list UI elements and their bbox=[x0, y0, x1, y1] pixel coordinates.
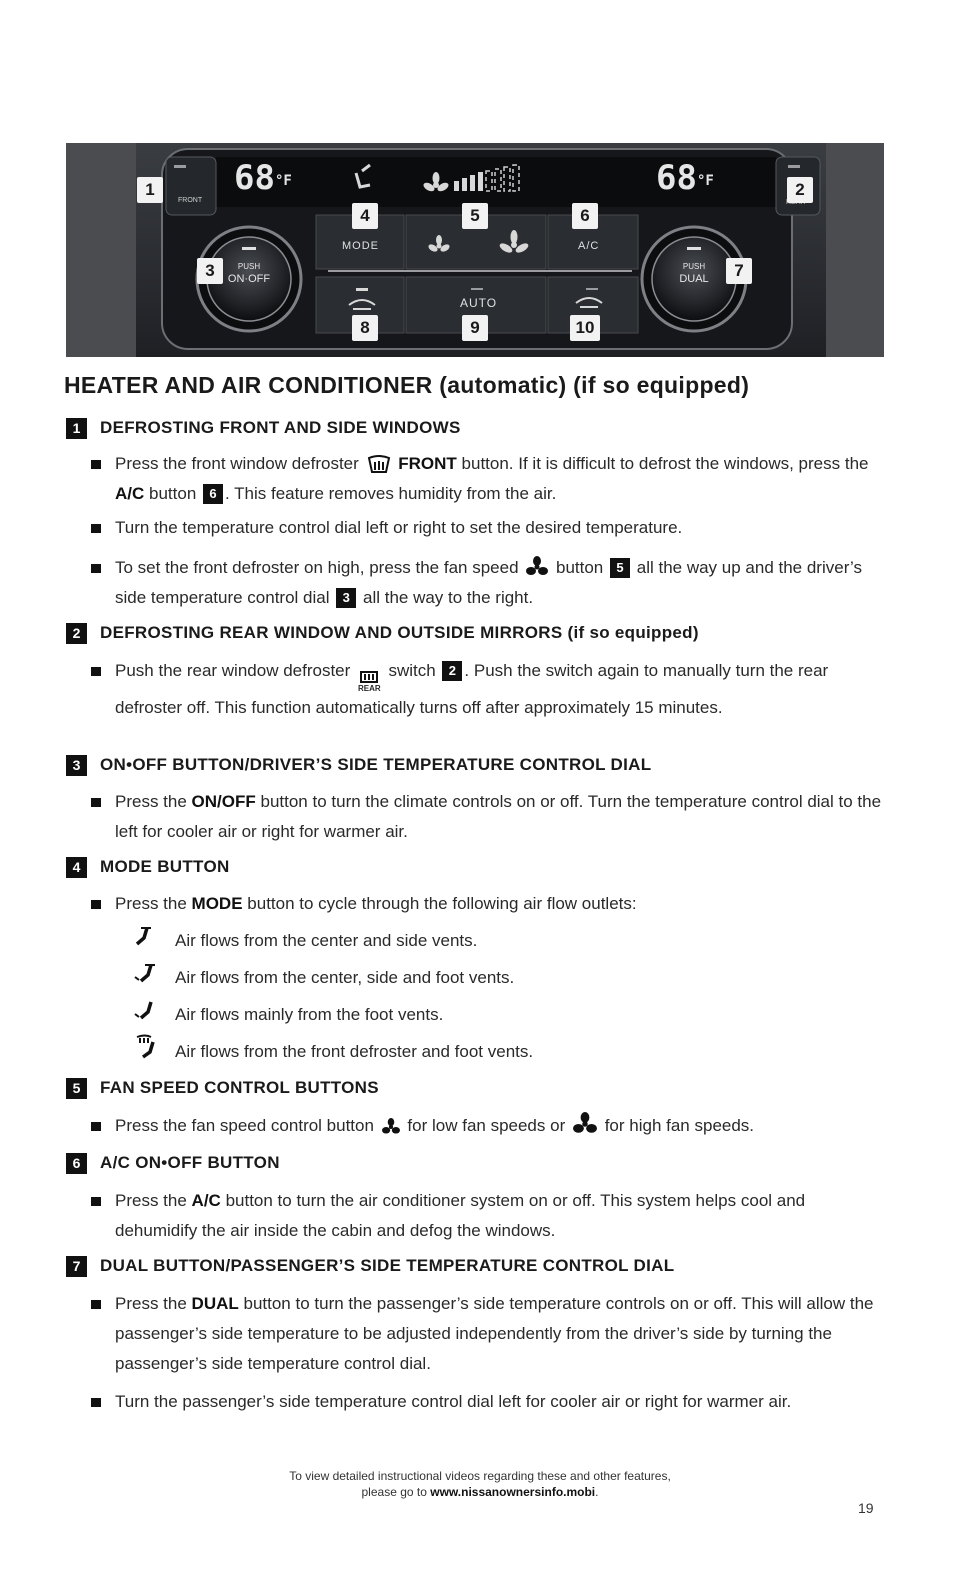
section-number: 7 bbox=[66, 1256, 87, 1277]
section-7-title bbox=[66, 1255, 674, 1277]
section-3-bullet-1: Press the ON/OFF button to turn the climate controls on or off. Turn the temperature control dial to the left for cooler air or right for warmer air. bbox=[115, 787, 885, 847]
mode-foot: Air flows mainly from the foot vents. bbox=[133, 1000, 443, 1030]
page-heading: HEATER AND AIR CONDITIONER (automatic) (if so equipped) bbox=[64, 372, 750, 398]
section-7-bullet-1: Press the DUAL button to turn the passenger’s side temperature controls on or off. This will allow the passenger’s side temperature to be adjusted independently from the driver’s side by turning the passenger’s side temperature control dial. bbox=[115, 1289, 885, 1379]
section-title-text: MODE BUTTON bbox=[100, 857, 230, 876]
foot-mode-icon bbox=[133, 998, 159, 1022]
mode-button[interactable]: MODE bbox=[342, 240, 379, 252]
callout-5: 5 bbox=[462, 203, 488, 229]
rear-defroster-icon: REAR bbox=[358, 670, 381, 693]
callout-7: 7 bbox=[726, 258, 752, 284]
auto-button[interactable]: AUTO bbox=[460, 296, 498, 310]
front-defrost-label: FRONT bbox=[178, 197, 203, 204]
section-2-bullet-1: Push the rear window defroster REAR switch 2 . Push the switch again to manually turn the rear defroster off. This function automatically turns off after approximately 15 minutes. bbox=[115, 656, 885, 723]
section-title-text: ON•OFF BUTTON/DRIVER’S SIDE TEMPERATURE CONTROL DIAL bbox=[100, 755, 652, 774]
page-number: 19 bbox=[858, 1500, 874, 1516]
reference-number: 6 bbox=[203, 484, 223, 504]
front-defrost-button[interactable] bbox=[166, 157, 216, 215]
section-4-bullet-1: Press the MODE button to cycle through the following air flow outlets: bbox=[115, 889, 885, 919]
dual-dial[interactable]: PUSH DUAL bbox=[679, 262, 709, 285]
section-title-text: DUAL BUTTON/PASSENGER’S SIDE TEMPERATURE CONTROL DIAL bbox=[100, 1256, 675, 1275]
section-title-text: DEFROSTING FRONT AND SIDE WINDOWS bbox=[100, 418, 461, 437]
climate-control-panel-photo bbox=[66, 143, 884, 357]
mode-bi-level: Air flows from the center, side and foot vents. bbox=[133, 963, 514, 993]
callout-9: 9 bbox=[462, 315, 488, 341]
section-2-title bbox=[66, 622, 699, 644]
left-temperature-display: 68°F bbox=[234, 158, 292, 198]
section-number: 2 bbox=[66, 623, 87, 644]
section-number: 4 bbox=[66, 857, 87, 878]
section-number: 1 bbox=[66, 418, 87, 439]
reference-number: 5 bbox=[610, 558, 630, 578]
bi-level-mode-icon bbox=[133, 961, 159, 985]
section-1-bullet-3: To set the front defroster on high, press the fan speed button 5 all the way up and the driver’s side temperature control dial 3 all the way to the right. bbox=[115, 553, 885, 613]
mode-defrost-foot: Air flows from the front defroster and foot vents. bbox=[133, 1037, 533, 1067]
right-temperature-display: 68°F bbox=[656, 158, 714, 198]
section-number: 3 bbox=[66, 755, 87, 776]
section-1-bullet-1: Press the front window defroster FRONT button. If it is difficult to defrost the windows, press the A/C button 6 . This feature removes humidity from the air. bbox=[115, 449, 885, 509]
fan-high-icon bbox=[526, 556, 548, 578]
callout-3: 3 bbox=[197, 258, 223, 284]
on-off-dial[interactable]: PUSH ON·OFF bbox=[227, 262, 271, 285]
footer-note: To view detailed instructional videos regarding these and other features, please go to www.nissanownersinfo.mobi. bbox=[289, 1469, 671, 1499]
callout-2: 2 bbox=[787, 177, 813, 203]
defrost-foot-mode-icon bbox=[133, 1034, 159, 1060]
reference-number: 2 bbox=[442, 661, 462, 681]
section-title-text: FAN SPEED CONTROL BUTTONS bbox=[100, 1078, 379, 1097]
section-6-title bbox=[66, 1152, 280, 1174]
callout-4: 4 bbox=[352, 203, 378, 229]
section-number: 5 bbox=[66, 1078, 87, 1099]
callout-6: 6 bbox=[572, 203, 598, 229]
section-title-text: A/C ON•OFF BUTTON bbox=[100, 1153, 280, 1172]
section-3-title bbox=[66, 754, 651, 776]
section-5-title bbox=[66, 1077, 379, 1099]
section-4-title bbox=[66, 856, 230, 878]
front-defroster-icon bbox=[367, 454, 391, 474]
section-1-title bbox=[66, 417, 461, 439]
fan-high-icon bbox=[573, 1112, 597, 1136]
section-number: 6 bbox=[66, 1153, 87, 1174]
vent-mode-icon bbox=[133, 924, 155, 948]
section-7-bullet-2: Turn the passenger’s side temperature control dial left for cooler air or right for warmer air. bbox=[115, 1387, 885, 1417]
reference-number: 3 bbox=[336, 588, 356, 608]
callout-8: 8 bbox=[352, 315, 378, 341]
mode-vent: Air flows from the center and side vents. bbox=[133, 926, 477, 956]
fan-low-icon bbox=[382, 1118, 400, 1136]
ac-button[interactable]: A/C bbox=[578, 240, 600, 252]
section-1-bullet-2: Turn the temperature control dial left or right to set the desired temperature. bbox=[115, 513, 885, 543]
footer-link[interactable]: www.nissanownersinfo.mobi bbox=[430, 1485, 596, 1499]
section-title-text: DEFROSTING REAR WINDOW AND OUTSIDE MIRRORS (if so equipped) bbox=[100, 623, 699, 642]
section-5-bullet-1: Press the fan speed control button for low fan speeds or for high fan speeds. bbox=[115, 1111, 885, 1141]
section-6-bullet-1: Press the A/C button to turn the air conditioner system on or off. This system helps cool and dehumidify the air inside the cabin and defog the windows. bbox=[115, 1186, 885, 1246]
callout-10: 10 bbox=[570, 315, 600, 341]
callout-1: 1 bbox=[137, 177, 163, 203]
